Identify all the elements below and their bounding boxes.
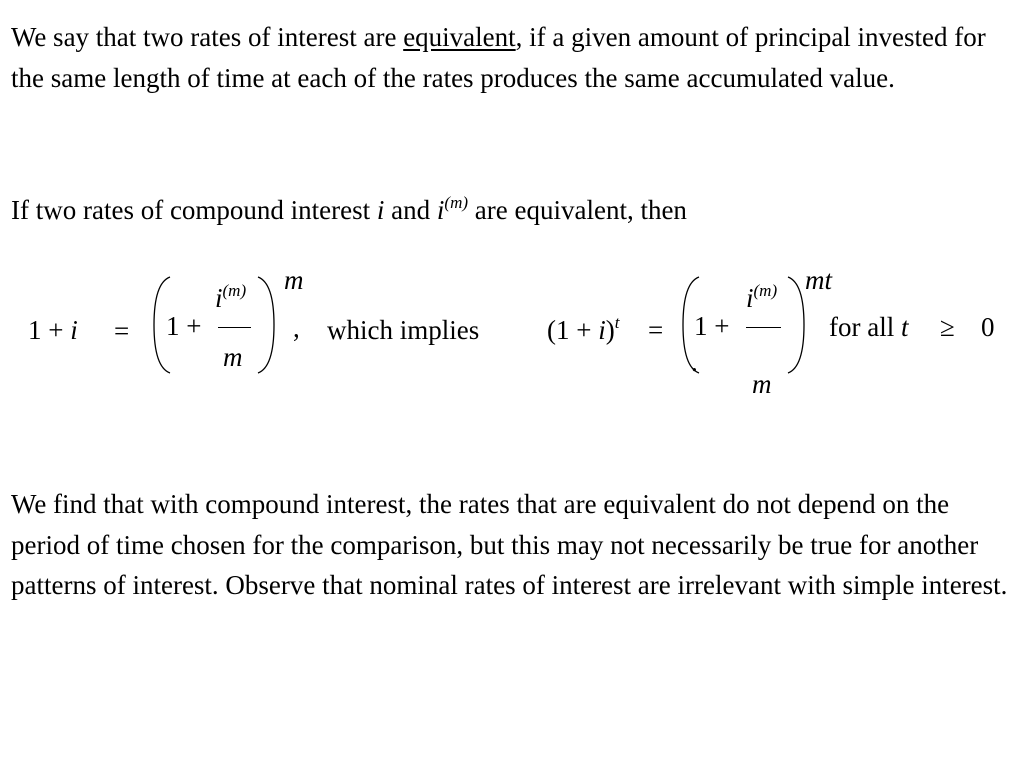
which-implies-text: which implies [327, 315, 480, 345]
equivalence-formula [0, 255, 1024, 415]
lhs-one-plus: 1 + i [28, 315, 78, 345]
intro-lead: If two rates of compound interest [11, 195, 377, 225]
intro-and: and [384, 195, 437, 225]
greater-equal-glyph: ≥ [940, 312, 955, 342]
lhs-i: i [70, 315, 78, 345]
frac2-one-plus: 1 + [694, 311, 730, 341]
var-t: t [900, 312, 909, 342]
frac2-numerator: $i^{(m)}$ [746, 281, 778, 313]
frac1-numerator: $i^{(m)}$ [215, 281, 247, 313]
definition-paragraph [11, 17, 1011, 98]
var-i: i [376, 195, 385, 225]
frac1-one-plus: 1 + [166, 311, 202, 341]
frac1-denominator: m [223, 342, 243, 372]
stray-dot: . [691, 347, 698, 377]
equivalence-intro [11, 190, 1011, 231]
intro-tail: are equivalent, then [468, 195, 687, 225]
rhs-exponent-t: t [614, 313, 620, 332]
frac2-denominator: m [752, 369, 772, 399]
definition-text-start: We say that two rates of interest are [11, 22, 404, 52]
conclusion-paragraph: We find that with compound interest, the rates that are equivalent do not depend on the period of time chosen for the comparison, but this may not necessarily be true for another patterns of interest. Observe that nominal rates of interest are irrelevant with simple interest. [11, 489, 1008, 600]
frac2-bar [746, 327, 781, 328]
frac1-bar [218, 327, 251, 328]
superscript-m: (m) [444, 193, 469, 212]
rhs-equals-sign: = [648, 315, 664, 345]
var-i-nominal: i [436, 195, 445, 225]
equivalent-term: equivalent [403, 22, 516, 52]
definition-text-end: , if a given amount of principal invested for the same length of time at each of the rates produces the same accumulated value. [11, 22, 986, 93]
zero: 0 [981, 312, 995, 342]
rhs-i: i [598, 315, 606, 345]
right-paren-1 [254, 275, 278, 375]
exponent-mt: mt [805, 265, 832, 295]
comma: , [293, 313, 300, 343]
for-all-clause: for all t [829, 312, 909, 342]
rhs-base: $(1 + i)^t$ [547, 313, 620, 345]
exponent-m: m [284, 265, 304, 295]
equals-sign: = [114, 316, 130, 346]
